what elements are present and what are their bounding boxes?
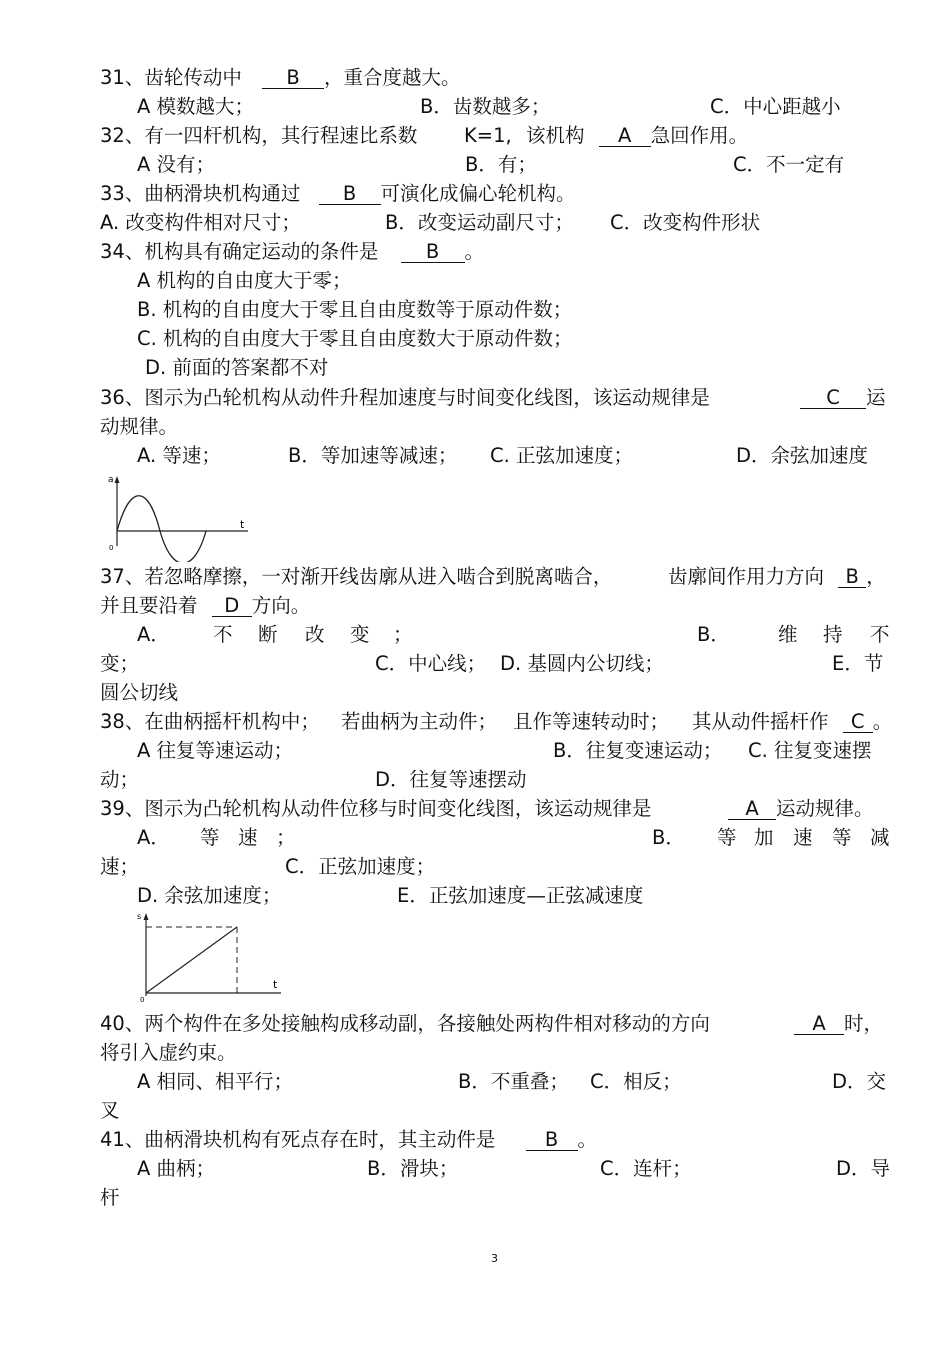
q38-option-a: A 往复等速运动； [137,739,294,762]
q37-answer-1: B [838,567,866,588]
q36-answer: C [800,388,866,409]
q40-option-b: B．不重叠； [458,1070,569,1093]
q34-option-b: B. 机构的自由度大于零且自由度数等于原动件数； [137,298,573,321]
q32-option-a: A 没有； [137,153,216,176]
q39-option-b-7: 速； [100,855,140,878]
q37-option-b-5: 变； [100,652,140,675]
q38-stem-4: 其从动件摇杆作 C 。 [692,710,893,733]
q34-answer: B [401,242,465,263]
q39-option-d: D. 余弦加速度； [137,884,282,907]
origin-label: 0 [140,996,145,1004]
q36-stem-3: 动规律。 [100,415,179,438]
q37-option-b-1: B． [697,623,730,646]
y-axis-label: a [108,475,114,485]
q37-option-b-2: 维 [778,623,798,646]
q38-answer: C [843,712,873,733]
q38-stem-1: 38、在曲柄摇杆机构中； [100,710,320,733]
q31-option-c: C．中心距越小 [710,95,841,118]
q37-option-e-1: E．节 [832,652,884,675]
q34-option-c: C. 机构的自由度大于零且自由度数大于原动件数； [137,327,573,350]
q40-option-a: A 相同、相平行； [137,1070,294,1093]
q40-option-c: C．相反； [590,1070,682,1093]
q37-option-d: D. 基圆内公切线； [500,652,664,675]
q38-stem-2: 若曲柄为主动件； [341,710,498,733]
q36-option-c: C. 正弦加速度； [490,444,634,467]
q32-stem-2: K=1, 该机构 A 急回作用。 [464,124,749,147]
q37-option-a-2: 不 [213,623,233,646]
q33-answer: B [319,184,381,205]
displacement-line [146,927,237,993]
q37-option-e-2: 圆公切线 [100,681,179,704]
q39-option-b-6: 减 [870,826,890,849]
q33-option-c: C．改变构件形状 [610,211,761,234]
q39-option-a-4: ； [276,826,296,849]
x-axis-label: t [240,518,245,531]
q38-option-d: D．往复等速摆动 [375,768,527,791]
origin-label: 0 [109,544,114,552]
q40-stem-3: 将引入虚约束。 [100,1041,237,1064]
x-axis-label: t [273,978,278,991]
q41-option-c: C．连杆； [600,1157,692,1180]
q38-stem-3: 且作等速转动时； [513,710,670,733]
q40-stem-1: 40、两个构件在多处接触构成移动副，各接触处两构件相对移动的方向 [100,1012,710,1035]
q39-option-b-3: 加 [754,826,774,849]
q31-option-b: B．齿数越多； [420,95,551,118]
q39-option-a-3: 速 [238,826,258,849]
q39-answer: A [728,799,776,820]
q41-option-a: A 曲柄； [137,1157,216,1180]
q32-stem-1: 32、有一四杆机构，其行程速比系数 [100,124,418,147]
q38-option-c-2: 动； [100,768,140,791]
q37-option-b-3: 持 [823,623,843,646]
q33-option-a: A. 改变构件相对尺寸； [100,211,301,234]
sine-curve [117,496,206,562]
q41-option-d-2: 杆 [100,1186,120,1209]
q34-option-d: D. 前面的答案都不对 [145,356,329,379]
q34-option-a: A 机构的自由度大于零； [137,269,352,292]
q32-answer: A [599,126,651,147]
q37-stem-3: 并且要沿着 D 方向。 [100,594,311,617]
q39-option-c: C．正弦加速度； [285,855,436,878]
q37-stem-2: 齿廓间作用力方向 B ， [668,565,886,588]
q31-stem: 31、齿轮传动中 B ，重合度越大。 [100,66,461,89]
q39-option-b-4: 速 [793,826,813,849]
q41-option-d-1: D．导 [836,1157,891,1180]
q37-stem-1: 37、若忽略摩擦，一对渐开线齿廓从进入啮合到脱离啮合， [100,565,613,588]
q37-option-a-4: 改 [305,623,325,646]
q36-option-d: D．余弦加速度 [736,444,869,467]
y-axis-label: s [137,912,142,921]
q36-option-b: B．等加速等减速； [288,444,458,467]
q39-option-b-1: B． [652,826,685,849]
q38-option-c-1: C. 往复变速摆 [748,739,872,762]
q40-answer: A [794,1014,844,1035]
q39-stem-1: 39、图示为凸轮机构从动件位移与时间变化线图，该运动规律是 [100,797,652,820]
q37-option-c: C．中心线； [375,652,487,675]
q37-option-a-6: ； [393,623,413,646]
q36-stem-2: C 运 [800,386,886,410]
q38-option-b: B．往复变速运动； [553,739,723,762]
q40-option-d-2: 叉 [100,1099,120,1122]
q37-option-a-1: A． [137,623,170,646]
q39-option-b-5: 等 [832,826,852,849]
q33-option-b: B．改变运动副尺寸； [385,211,574,234]
q37-option-a-3: 断 [258,623,278,646]
q39-option-b-2: 等 [717,826,737,849]
q39-option-a-2: 等 [200,826,220,849]
q31-option-a: A 模数越大； [137,95,255,118]
displacement-time-graph [135,908,285,1004]
q31-answer: B [262,68,324,89]
q33-stem: 33、曲柄滑块机构通过 B 可演化成偏心轮机构。 [100,182,576,205]
acceleration-time-graph [100,470,260,562]
q41-stem: 41、曲柄滑块机构有死点存在时，其主动件是 B 。 [100,1128,598,1151]
page-number: 3 [491,1252,498,1265]
q39-option-a-1: A． [137,826,170,849]
q32-option-c: C．不一定有 [733,153,845,176]
q41-answer: B [526,1130,578,1151]
q40-stem-2: A 时， [794,1012,883,1036]
q39-stem-2: A 运动规律。 [728,797,874,821]
q37-option-b-4: 不 [870,623,890,646]
q37-answer-2: D [212,596,252,617]
y-axis-arrow [115,476,120,483]
q32-option-b: B．有； [465,153,537,176]
q37-option-a-5: 变 [350,623,370,646]
q36-stem-1: 36、图示为凸轮机构从动件升程加速度与时间变化线图，该运动规律是 [100,386,710,409]
q34-stem: 34、机构具有确定运动的条件是 B 。 [100,240,485,263]
q41-option-b: B．滑块； [367,1157,459,1180]
y-axis-arrow [144,913,149,920]
q40-option-d-1: D．交 [832,1070,887,1093]
q36-option-a: A. 等速； [137,444,221,467]
q39-option-e: E．正弦加速度—正弦减速度 [397,884,644,907]
